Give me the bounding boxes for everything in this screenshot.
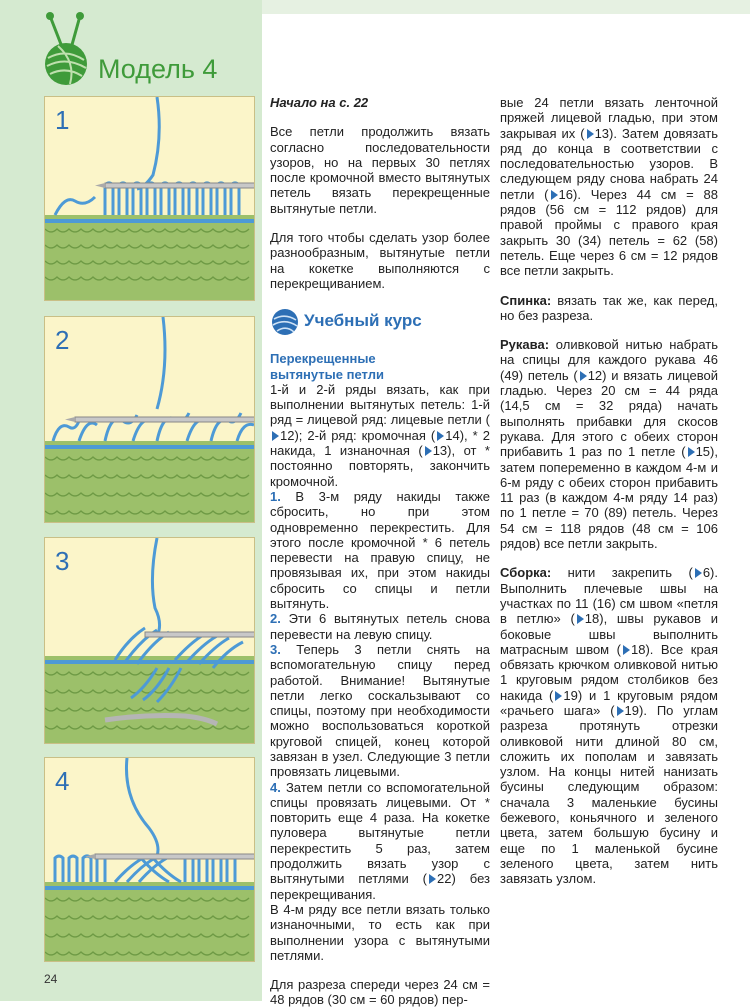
ref-arrow-icon bbox=[551, 190, 558, 200]
assembly-ref-1: 6 bbox=[702, 565, 711, 581]
step-3 bbox=[270, 642, 490, 780]
technique-subtitle: Перекрещенные вытянутые петли bbox=[270, 351, 384, 382]
illustration-panel-3 bbox=[44, 537, 255, 744]
step-2 bbox=[270, 611, 490, 642]
step-3-number: 3. bbox=[270, 641, 281, 657]
assembly-text-b: ). Выполнить плечевые швы на участках по 11 (16) см швом «петля в петлю» ( bbox=[500, 565, 718, 627]
panel-number-3: 3 bbox=[55, 546, 70, 576]
front-text-c: ). Через 44 см = 88 рядов (56 см = 112 рядов) для правой проймы с правого края закрыть 30 (34) петель = 62 (58) петель. Еще через 6 см = 12 рядов все петли закрыть. bbox=[500, 186, 719, 279]
ref-arrow-icon bbox=[577, 614, 584, 624]
illustration-panel-2 bbox=[44, 316, 255, 523]
front-ref-1: 13 bbox=[594, 125, 610, 141]
ref-arrow-icon bbox=[272, 431, 279, 441]
assembly-ref-4: 19 bbox=[563, 687, 578, 703]
step-4-number: 4. bbox=[270, 779, 281, 795]
knitting-illustration-4 bbox=[45, 758, 254, 961]
panel-number-2: 2 bbox=[55, 325, 70, 355]
intro-ref-3: 13 bbox=[432, 443, 448, 459]
step-3-text: Теперь 3 петли снять на вспомогательную спицу перед работой. Внимание! Вытянутые петли легко соскальзывают со спицы, поэтому при необходимости можно воспользоваться короткой круговой спицей, конец которой завязан в узел. Следующие 3 петли провязать лицевыми. bbox=[270, 641, 490, 780]
front-ref-2: 16 bbox=[558, 186, 573, 202]
training-course-heading bbox=[270, 305, 490, 345]
intro-text-b: ); 2-й ряд: кромочная ( bbox=[294, 427, 436, 443]
step-1-number: 1. bbox=[270, 488, 281, 504]
step-4-ref: 22 bbox=[437, 871, 452, 887]
assembly-text-c: ), швы рукавов и боковые швы выполнить матрасным швом ( bbox=[500, 611, 719, 657]
row-4-note: В 4-м ряду все петли вязать только изнаночными, то есть как при выполнении узора с вытянутыми петлями. bbox=[270, 901, 490, 963]
ref-arrow-icon bbox=[688, 447, 695, 457]
sleeves-label: Рукава: bbox=[500, 337, 550, 353]
yarn-ball-small-icon bbox=[270, 307, 300, 337]
assembly-text-e: ) и 1 круговым рядом «рачьего шага» ( bbox=[500, 687, 718, 718]
course-title: Учебный курс bbox=[304, 311, 422, 331]
slit-instruction: Для разреза спереди через 24 см = 48 рядов (30 см = 60 рядов) пер- bbox=[270, 977, 490, 1008]
assembly-ref-2: 18 bbox=[584, 611, 600, 627]
intro-ref-2: 14 bbox=[445, 427, 460, 443]
ref-arrow-icon bbox=[555, 691, 562, 701]
ref-arrow-icon bbox=[425, 446, 432, 456]
ref-arrow-icon bbox=[429, 874, 436, 884]
sleeves-text-b: ) и вязать лицевой гладью. Через 20 см = 44 ряда (14,5 см = 32 ряда) начать выполнять прибавки для скосов рукава. Для этого с обеих сторон прибавить 1 раз по 1 петле ( bbox=[500, 367, 718, 460]
assembly-label: Сборка: bbox=[500, 565, 552, 581]
back-section bbox=[500, 293, 718, 324]
assembly-section bbox=[500, 565, 718, 886]
top-strip bbox=[262, 0, 750, 14]
intro-text-c: ), * 2 накида, 1 изнаночная ( bbox=[270, 427, 490, 459]
col1-paragraph-2: Для того чтобы сделать узор более разнообразным, вытянутые петли на кокетке выполняются с перекрещиванием. bbox=[270, 230, 490, 291]
ref-arrow-icon bbox=[587, 129, 594, 139]
intro-ref-1: 12 bbox=[280, 427, 295, 443]
assembly-ref-3: 18 bbox=[630, 641, 646, 657]
knitting-illustration-2 bbox=[45, 317, 254, 522]
step-1 bbox=[270, 489, 490, 611]
ref-arrow-icon bbox=[623, 645, 630, 655]
panel-number-1: 1 bbox=[55, 105, 70, 135]
ref-arrow-icon bbox=[580, 371, 587, 381]
yarn-ball-icon bbox=[36, 12, 96, 86]
illustration-panel-1 bbox=[44, 96, 255, 301]
assembly-text-f: ). По углам разреза протянуть отрезки оливковой нити длиной 80 см, сложить их пополам и завязать узлом. На концы нитей нанизать бусины следующим образом: сначала 3 маленькие бусины бежевого, коньячного и зеленого цвета, затем большую бусину и еще по 1 маленькой бусине зеленого цвета, затем нить завязать узлом. bbox=[500, 702, 719, 887]
sleeves-ref-2: 15 bbox=[695, 444, 711, 460]
front-text-b: ). Затем довязать ряд до конца в соответствии с последовательностью узоров. В следующем ряду снова набрать 24 петли ( bbox=[500, 125, 719, 202]
knitting-illustration-1 bbox=[45, 97, 254, 300]
page-number: 24 bbox=[44, 972, 58, 986]
continued-from-label: Начало на с. 22 bbox=[270, 95, 369, 110]
assembly-text-a: нити закрепить ( bbox=[551, 565, 693, 581]
front-continuation bbox=[500, 95, 718, 279]
panel-number-4: 4 bbox=[55, 766, 70, 796]
intro-text-d: ), от * постоянно повторять, закончить кромочной. bbox=[270, 443, 490, 489]
ref-arrow-icon bbox=[437, 431, 444, 441]
step-2-text: Эти 6 вытянутых петель снова перевести на левую спицу. bbox=[270, 611, 490, 642]
front-text-a: вые 24 петли вязать ленточной пряжей лицевой гладью, при этом закрывая их ( bbox=[500, 95, 718, 141]
text-column-2 bbox=[500, 95, 718, 901]
illustration-panel-4 bbox=[44, 757, 255, 962]
assembly-ref-5: 19 bbox=[624, 702, 640, 718]
page-title: Модель 4 bbox=[98, 54, 218, 84]
technique-intro bbox=[270, 382, 490, 489]
ref-arrow-icon bbox=[617, 706, 624, 716]
sleeves-ref-1: 12 bbox=[587, 367, 603, 383]
sleeves-text-a: оливковой нитью набрать на спицы для каждого рукава 46 (49) петель ( bbox=[500, 337, 718, 383]
col1-paragraph-1: Все петли продолжить вязать согласно последовательности узоров, но на первых 30 петлях после кромочной вместо вытянутых петель вязать перекрещенные вытянутые петли. bbox=[270, 124, 490, 216]
knitting-illustration-3 bbox=[45, 538, 254, 743]
step-4-text-b: ) без перекрещивания. bbox=[270, 871, 490, 902]
step-4-text-a: Затем петли со вспомогательной спицы провязать лицевыми. От * повторить еще 4 раза. На кокетке пуловера вытянутые петли перекрестить 5 раз, затем продолжить вязать узор с вытянутыми петлями ( bbox=[270, 779, 490, 887]
step-4 bbox=[270, 780, 490, 902]
back-text: вязать так же, как перед, но без разреза. bbox=[500, 292, 718, 323]
intro-text-a: 1-й и 2-й ряды вязать, как при выполнении вытянутых петель: 1-й ряд = лицевой ряд: лицевые петли ( bbox=[270, 381, 490, 428]
text-column-1 bbox=[270, 95, 490, 1008]
assembly-text-d: ). Все края обвязать крючком оливковой нитью 1 круговым рядом столбиков без накида ( bbox=[500, 641, 718, 703]
sleeves-text-c: ), затем попеременно в каждом 4-м и 6-м ряду с обеих сторон прибавить 11 раз (в каждом 4-м ряду 14 раз) по 1 петле = 70 (89) петель. Через 54 см = 118 рядов (48 см = 106 рядов) все петли закрыть. bbox=[500, 444, 718, 552]
ref-arrow-icon bbox=[695, 568, 702, 578]
step-1-text: В 3-м ряду накиды также сбросить, но при этом одновременно перекрестить. Для этого после кромочной * 6 петель перевести на правую спицу, не провязывая их, при этом накиды сбросить со спицы и петли вытянуть. bbox=[270, 488, 490, 612]
sleeves-section bbox=[500, 337, 718, 551]
back-label: Спинка: bbox=[500, 292, 552, 308]
model-header bbox=[30, 12, 270, 92]
step-2-number: 2. bbox=[270, 611, 281, 627]
